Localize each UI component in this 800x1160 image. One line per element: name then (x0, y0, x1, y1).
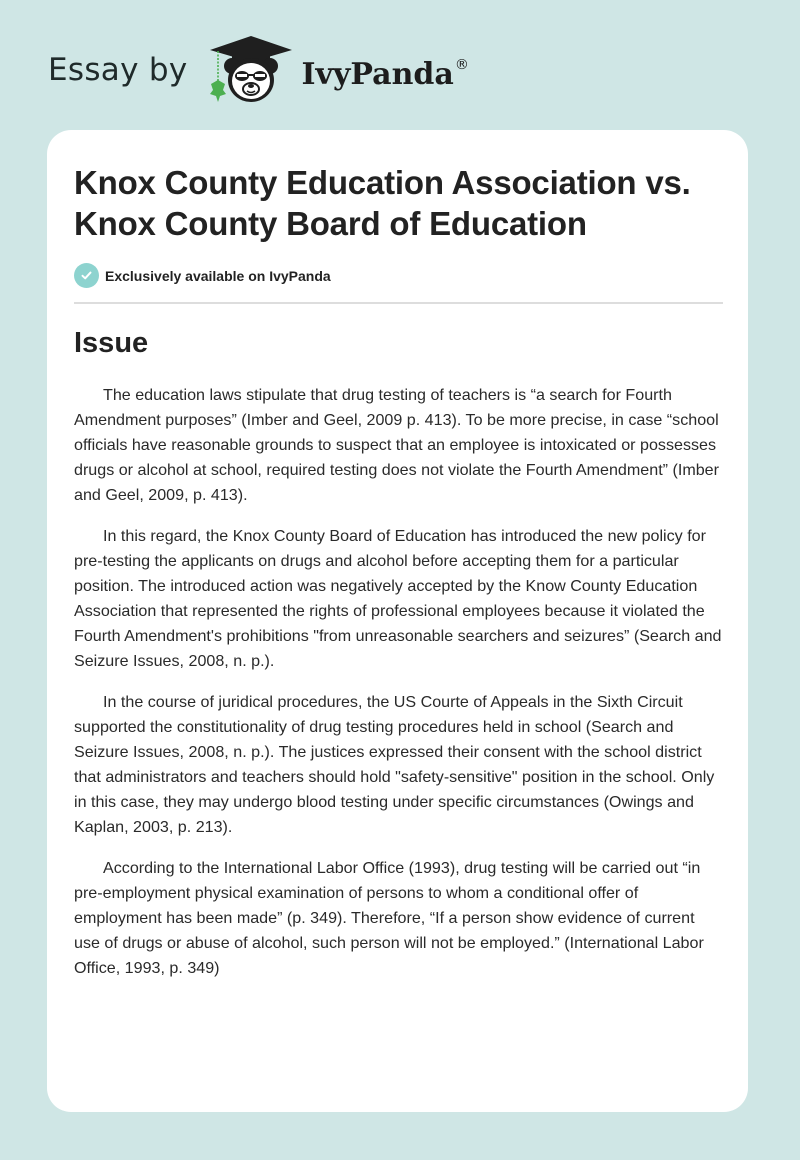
badge-text: Exclusively available on IvyPanda (105, 267, 331, 284)
brand-text: IvyPanda (301, 56, 454, 92)
section-body (74, 383, 723, 997)
paragraph: In this regard, the Knox County Board of Education has introduced the new policy for pre-testing the applicants on drugs and alcohol before accepting them for a particular position. The introduced action was negatively accepted by the Know County Education Association that represented the rights of professional employees because it violated the Fourth Amendment's prohibitions "from unreasonable searchers and seizures” (Search and Seizure Issues, 2008, n. p.). (74, 527, 722, 670)
essay-by-label: Essay by (48, 52, 188, 88)
essay-card (47, 130, 748, 1112)
check-circle-icon (74, 263, 99, 288)
panda-graduate-logo-icon[interactable] (208, 34, 294, 106)
registered-mark: ® (454, 56, 469, 73)
title-divider (74, 302, 723, 304)
brand-name[interactable] (302, 57, 469, 92)
site-header (48, 36, 469, 108)
paragraph: According to the International Labor Office (1993), drug testing will be carried out “in pre-employment physical examination of persons to whom a conditional offer of employment has been made” (p. 349). Therefore, “If a person show evidence of current use of drugs or abuse of alcohol, such person will not be employed.” (International Labor Office, 1993, p. 349) (74, 859, 704, 977)
exclusive-badge (74, 263, 331, 288)
paragraph: In the course of juridical procedures, the US Courte of Appeals in the Sixth Circuit supported the constitutionality of drug testing procedures held in school (Search and Seizure Issues, 2008, n. p.). The justices expressed their consent with the school district that administrators and teachers should hold "safety-sensitive" position in the school. Only in this case, they may undergo blood testing under specific circumstances (Owings and Kaplan, 2003, p. 213). (74, 693, 715, 836)
paragraph: The education laws stipulate that drug testing of teachers is “a search for Fourth Amendment purposes” (Imber and Geel, 2009 p. 413). To be more precise, in case “school officials have reasonable grounds to suspect that an employee is intoxicated or possesses drugs or alcohol at school, required testing does not violate the Fourth Amendment” (Imber and Geel, 2009, p. 413). (74, 386, 719, 504)
essay-title: Knox County Education Association vs. Knox County Board of Education (74, 164, 691, 242)
section-heading: Issue (74, 327, 149, 359)
